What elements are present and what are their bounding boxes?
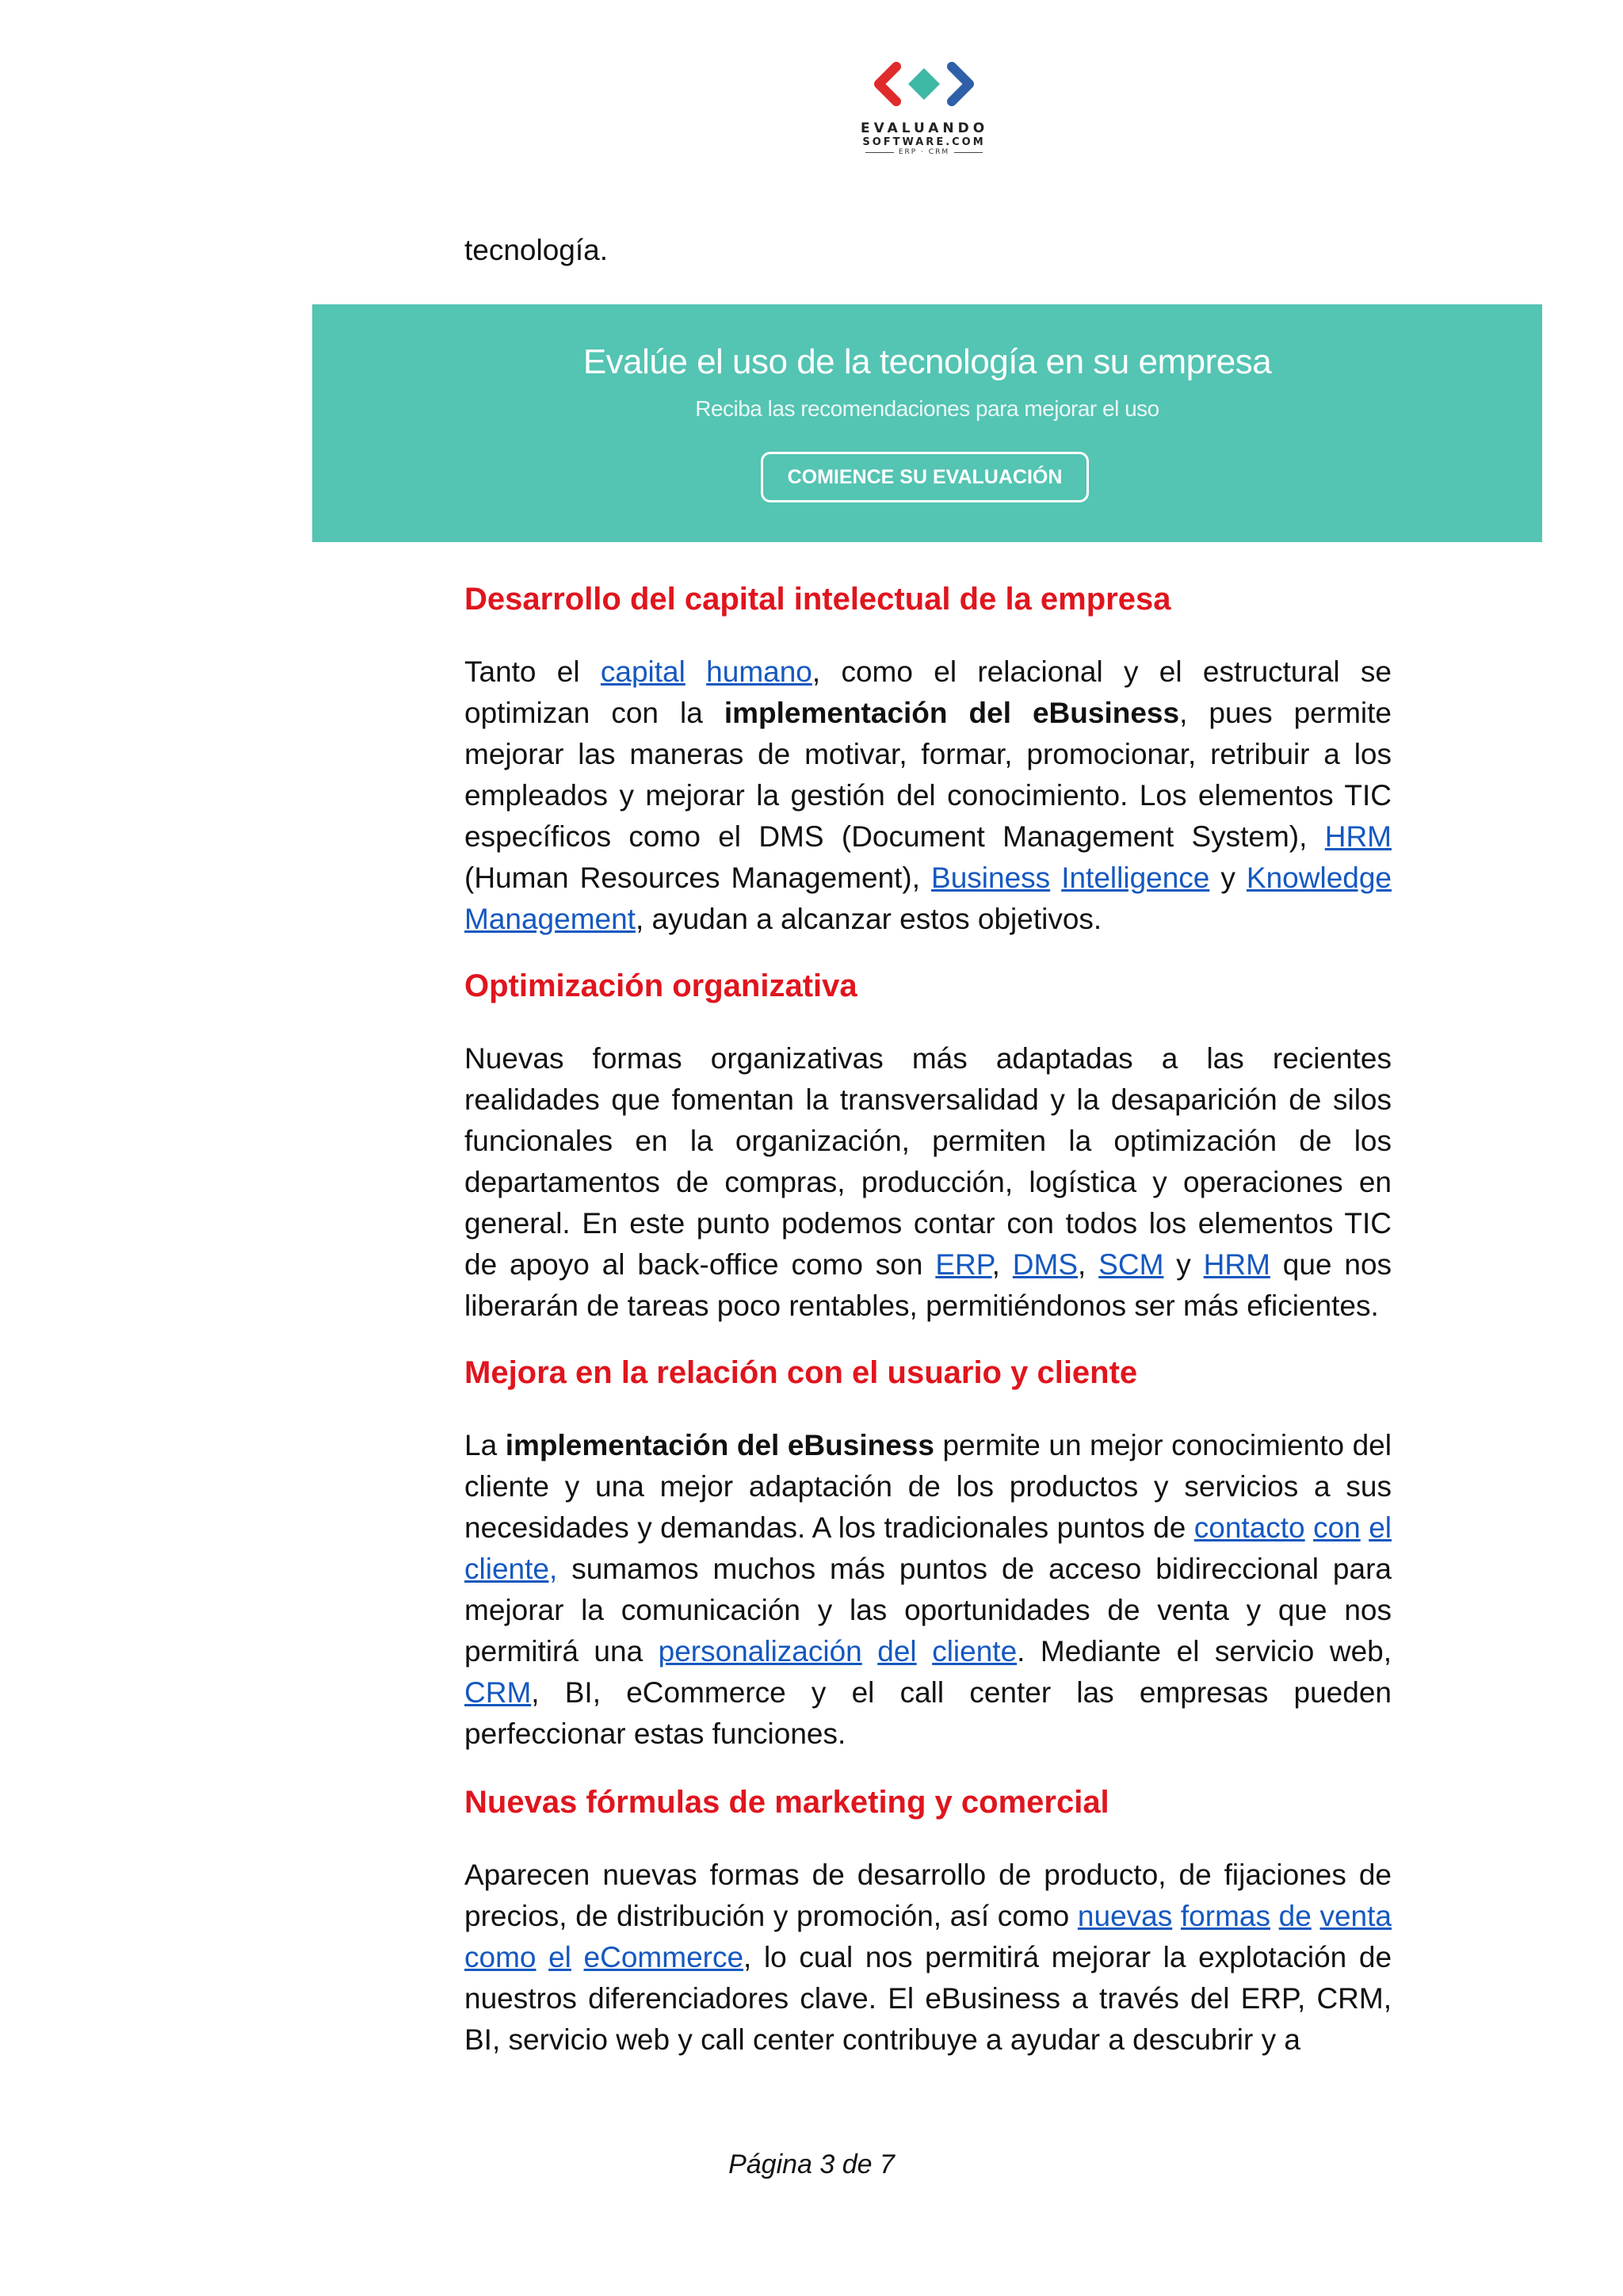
text-run (1305, 1511, 1313, 1544)
text-run (685, 655, 706, 688)
paragraph (464, 1038, 1392, 1327)
section-heading-relacion-cliente: Mejora en la relación con el usuario y cliente (464, 1355, 1138, 1390)
text-run: y (1209, 861, 1247, 894)
intro-text: tecnología. (464, 234, 609, 266)
paragraph (464, 651, 1392, 940)
text-run: , lo cual nos permitirá mejorar la explotación de nuestros diferenciadores clave. El eBusiness a través del ERP, CRM, BI, servicio web y call center contribuye a ayudar a descubrir y a (464, 1941, 1392, 2056)
logo-diamond (908, 68, 940, 100)
link-erp[interactable]: ERP (935, 1248, 992, 1281)
link-cliente-2[interactable]: cliente (932, 1635, 1018, 1668)
link-hrm[interactable]: HRM (1324, 820, 1392, 853)
link-el[interactable]: el (1369, 1511, 1392, 1544)
logo-tagline-row (861, 148, 987, 156)
text-run: , como el relacional y el estructural se optimizan con la (464, 655, 1392, 729)
link-dms[interactable]: DMS (1012, 1248, 1079, 1281)
section-heading-capital: Desarrollo del capital intelectual de la empresa (464, 582, 1171, 617)
link-ecommerce[interactable]: eCommerce (583, 1941, 744, 1973)
text-run: (Human Resources Management), (464, 861, 932, 894)
bold-text: implementación del eBusiness (724, 697, 1180, 729)
text-run (1270, 1900, 1279, 1932)
logo-rule-right (954, 152, 983, 153)
text-run: La (464, 1429, 506, 1461)
text-run: , (1078, 1248, 1099, 1281)
text-run: permite un mejor conocimiento del cliente y una mejor adaptación de los productos y servicios a sus necesidades y demandas. A los tradicionales puntos de (464, 1429, 1392, 1544)
text-run (1172, 1900, 1181, 1932)
link-cliente[interactable]: cliente, (464, 1553, 558, 1585)
text-run: , BI, eCommerce y el call center las empresas pueden perfeccionar estas funciones. (464, 1676, 1392, 1750)
logo-name-line2: SOFTWARE.COM (862, 136, 986, 148)
bold-text: implementación del eBusiness (505, 1429, 934, 1461)
section-body-marketing (464, 1855, 1392, 2061)
link-del[interactable]: del (877, 1635, 917, 1668)
logo-right-chevron (952, 67, 969, 101)
text-run: y (1163, 1248, 1204, 1281)
logo-mark-icon (873, 55, 976, 116)
link-venta[interactable]: venta (1319, 1900, 1392, 1932)
logo-left-chevron (879, 67, 896, 101)
banner-subtitle: Reciba las recomendaciones para mejorar el uso (695, 396, 1159, 421)
text-run (1050, 861, 1061, 894)
section-heading-optimizacion: Optimización organizativa (464, 968, 857, 1003)
text-run (1312, 1900, 1320, 1932)
start-evaluation-button[interactable]: COMIENCE SU EVALUACIÓN (761, 452, 1089, 502)
paragraph (464, 1425, 1392, 1755)
link-de[interactable]: de (1278, 1900, 1312, 1932)
text-run: , ayudan a alcanzar estos objetivos. (635, 903, 1102, 935)
link-knowledge-management[interactable]: Knowledge Management (464, 861, 1392, 935)
text-run (571, 1941, 584, 1973)
logo-rule-left (865, 152, 894, 153)
text-run: que nos liberarán de tareas poco rentables, permitiéndonos ser más eficientes. (464, 1248, 1392, 1322)
link-contacto[interactable]: contacto (1193, 1511, 1305, 1544)
evaluation-banner[interactable] (312, 304, 1542, 542)
section-body-optimizacion (464, 1038, 1392, 1327)
link-humano[interactable]: humano (706, 655, 812, 688)
text-run (917, 1635, 933, 1668)
link-formas[interactable]: formas (1180, 1900, 1270, 1932)
text-run: Aparecen nuevas formas de desarrollo de producto, de fijaciones de precios, de distribución y promoción, así como (464, 1859, 1392, 1932)
site-logo (861, 55, 987, 156)
text-run: , pues permite mejorar las maneras de motivar, formar, promocionar, retribuir a los empleados y mejorar la gestión del conocimiento. Los elementos TIC específicos como el DMS (Document Management System), (464, 697, 1392, 853)
link-personalizacion[interactable]: personalización (658, 1635, 862, 1668)
text-run: , (991, 1248, 1013, 1281)
page-number: Página 3 de 7 (728, 2149, 895, 2179)
link-scm[interactable]: SCM (1098, 1248, 1164, 1281)
link-con[interactable]: con (1313, 1511, 1361, 1544)
section-body-relacion-cliente (464, 1425, 1392, 1755)
text-run (536, 1941, 548, 1973)
link-hrm[interactable]: HRM (1203, 1248, 1270, 1281)
text-run: sumamos muchos más puntos de acceso bidireccional para mejorar la comunicación y las oportunidades de venta y que nos permitirá una (464, 1553, 1392, 1668)
text-run: Nuevas formas organizativas más adaptadas a las recientes realidades que fomentan la transversalidad y la desaparición de silos funcionales en la organización, permiten la optimización de los departamentos de compras, producción, logística y operaciones en general. En este punto podemos contar con todos los elementos TIC de apoyo al back-office como son (464, 1042, 1392, 1281)
paragraph (464, 1855, 1392, 2061)
link-el[interactable]: el (548, 1941, 571, 1973)
logo-tagline: ERP · CRM (898, 148, 950, 156)
text-run: . Mediante el servicio web, (1017, 1635, 1392, 1668)
banner-title: Evalúe el uso de la tecnología en su empresa (582, 342, 1272, 381)
link-nuevas[interactable]: nuevas (1077, 1900, 1173, 1932)
text-run (862, 1635, 878, 1668)
link-capital[interactable]: capital (600, 655, 685, 688)
link-intelligence[interactable]: Intelligence (1061, 861, 1210, 894)
logo-name-line1: EVALUANDO (861, 120, 989, 136)
text-run (1361, 1511, 1369, 1544)
link-como[interactable]: como (464, 1941, 537, 1973)
link-business[interactable]: Business (931, 861, 1051, 894)
section-body-capital (464, 651, 1392, 940)
text-run: Tanto el (464, 655, 601, 688)
link-crm[interactable]: CRM (464, 1676, 532, 1709)
section-heading-marketing: Nuevas fórmulas de marketing y comercial (464, 1785, 1109, 1820)
